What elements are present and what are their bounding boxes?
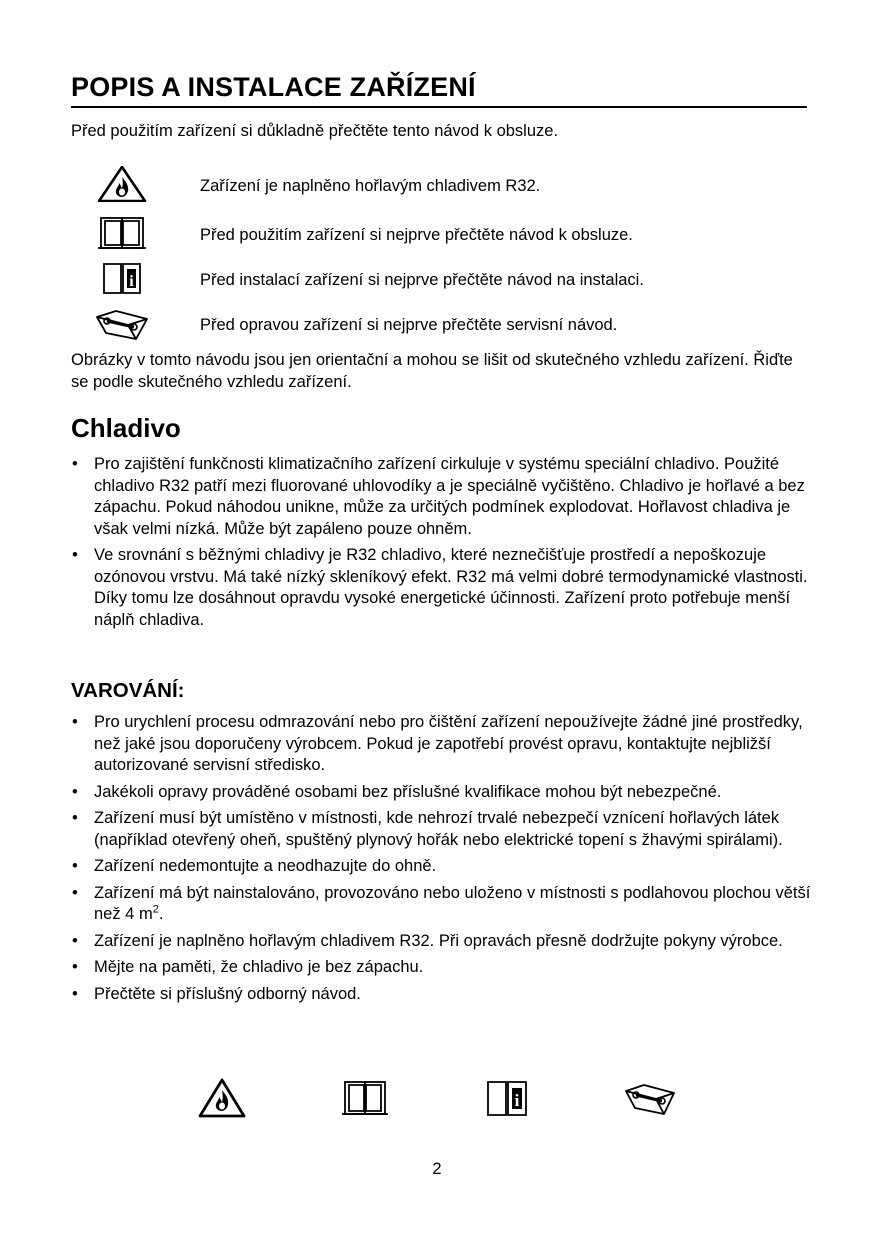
flammable-warning-icon: [92, 166, 152, 202]
refrigerant-list: [71, 454, 816, 631]
symbol-row-flammable: [92, 166, 812, 202]
symbol-row-installation-manual: [92, 260, 812, 296]
images-note: Obrázky v tomto návodu jsou jen orientační a mohou se lišit od skutečného vzhledu zařízení. Řiďte se podle skutečného vzhledu zařízení.: [71, 351, 793, 391]
list-item: • Pro urychlení procesu odmrazování nebo pro čištění zařízení nepoužívejte žádné jiné prostředky, než jaké jsou doporučeny výrobcem. Pokud je zapotřebí provést opravu, kontaktujte nejbližší autorizované servisní středisko.: [72, 713, 803, 774]
service-manual-icon: [92, 305, 152, 341]
area-superscript: 2: [152, 903, 159, 916]
flammable-warning-icon: [196, 1078, 248, 1118]
svg-text:i: i: [514, 1091, 520, 1110]
warning-heading: VAROVÁNÍ:: [71, 679, 185, 702]
list-item: • Zařízení nedemontujte a neodhazujte do ohně.: [72, 857, 437, 875]
bottom-icon-strip: [0, 1078, 874, 1122]
list-item: • Zařízení je naplněno hořlavým chladivem R32. Při opravách přesně dodržujte pokyny výrobce.: [72, 931, 783, 950]
list-item: • Jakékoli opravy prováděné osobami bez příslušné kvalifikace mohou být nebezpečné.: [72, 782, 722, 801]
operation-manual-icon: [339, 1078, 391, 1118]
symbol-text-service-manual: Před opravou zařízení si nejprve přečtěte servisní návod.: [200, 316, 618, 334]
list-item: • Přečtěte si příslušný odborný návod.: [72, 984, 361, 1003]
page-number: 2: [432, 1160, 442, 1178]
list-item: • Zařízení musí být umístěno v místnosti, kde nehrozí trvalé nebezpečí vznícení hořlavých látek (například otevřený oheň, spuštěný plynový hořák nebo elektrické topení s žhavými spirálami).: [72, 809, 783, 849]
title-underline: [71, 106, 807, 108]
svg-text:i: i: [129, 273, 134, 290]
symbol-text-installation-manual: Před instalací zařízení si nejprve přečtěte návod na instalaci.: [200, 271, 644, 289]
symbol-text-operation-manual: Před použitím zařízení si nejprve přečtěte návod k obsluze.: [200, 226, 633, 244]
installation-manual-icon: [92, 260, 152, 296]
symbol-text-flammable: Zařízení je naplněno hořlavým chladivem R32.: [200, 177, 541, 195]
list-item: • Zařízení má být nainstalováno, provozováno nebo uloženo v místnosti s podlahovou plochou větší než 4 $m^2$.: [72, 883, 811, 923]
symbol-row-service-manual: [92, 305, 812, 341]
list-item: • Mějte na paměti, že chladivo je bez zápachu.: [72, 958, 424, 976]
service-manual-icon: [624, 1078, 676, 1118]
installation-manual-icon: [481, 1078, 533, 1118]
list-item: • Ve srovnání s běžnými chladivy je R32 chladivo, které neznečišťuje prostředí a nepoškozuje ozónovou vrstvu. Má také nízký skleníkový efekt. R32 má velmi dobré termodynamické vlastnosti. Díky tomu lze dosáhnout opravdu vysoké energetické účinnosti. Zařízení proto potřebuje menší náplň chladiva.: [72, 546, 808, 629]
refrigerant-heading: Chladivo: [71, 413, 181, 443]
warning-list: [71, 712, 816, 1005]
intro-text: Před použitím zařízení si důkladně přečtěte tento návod k obsluze.: [71, 122, 559, 140]
operation-manual-icon: [92, 215, 152, 251]
symbol-row-operation-manual: [92, 215, 812, 251]
page-title: POPIS A INSTALACE ZAŘÍZENÍ: [71, 72, 476, 102]
list-item: • Pro zajištění funkčnosti klimatizačního zařízení cirkuluje v systému speciální chladivo. Použité chladivo R32 patří mezi fluorované uhlovodíky a je speciálně vyčištěno. Chladivo je hořlavé a bez zápachu. Pokud náhodou unikne, může za určitých podmínek explodovat. Hořlavost chladiva je však velmi nízká. Může být zapáleno pouze ohněm.: [72, 455, 805, 538]
